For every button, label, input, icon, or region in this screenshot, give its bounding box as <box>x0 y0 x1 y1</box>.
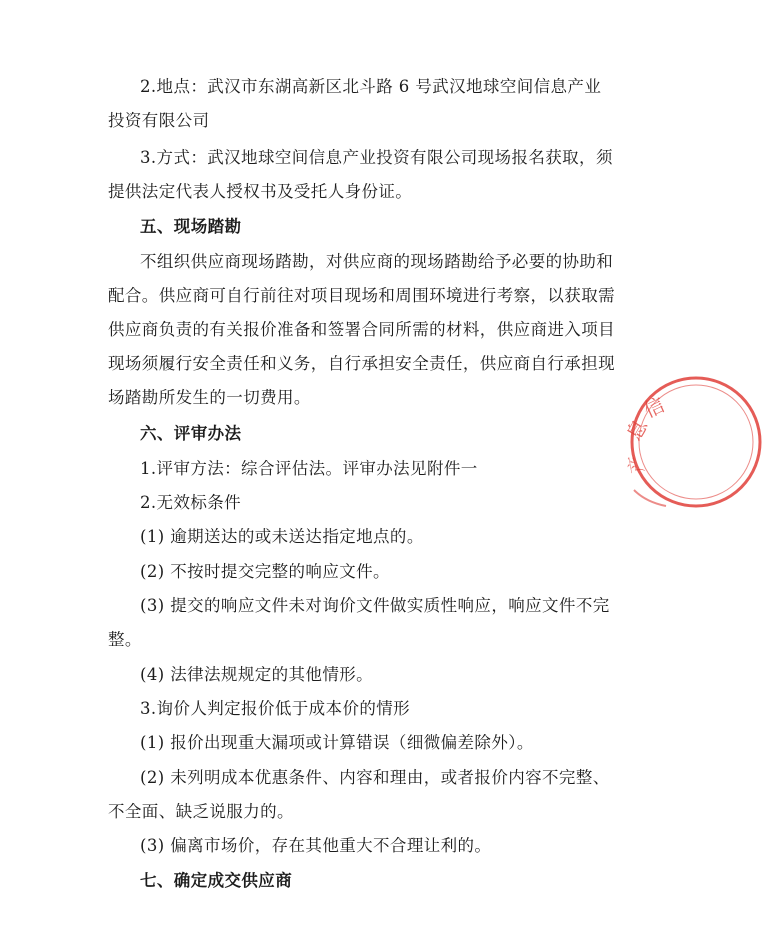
below-cost-condition-2-line2: 不全面、缺乏说服力的。 <box>108 802 294 821</box>
site-visit-para-line1: 不组织供应商现场踏勘，对供应商的现场踏勘给予必要的协助和 <box>140 252 614 271</box>
section-heading-evaluation: 六、评审办法 <box>140 424 242 443</box>
below-cost-condition-1: (1) 报价出现重大漏项或计算错误（细微偏差除外）。 <box>140 733 534 752</box>
below-cost-condition-2-line1: (2) 未列明成本优惠条件、内容和理由，或者报价内容不完整、 <box>140 768 610 787</box>
site-visit-para-line2: 配合。供应商可自行前往对项目现场和周围环境进行考察，以获取需 <box>108 286 615 305</box>
invalid-condition-3-line2: 整。 <box>108 630 142 649</box>
svg-text:息: 息 <box>621 415 653 445</box>
invalid-condition-4: (4) 法律法规规定的其他情形。 <box>140 665 374 684</box>
site-visit-para-line4: 现场须履行安全责任和义务，自行承担安全责任，供应商自行承担现 <box>108 354 615 373</box>
item-location-line2: 投资有限公司 <box>108 111 210 130</box>
item-location-line1: 2.地点：武汉市东湖高新区北斗路 6 号武汉地球空间信息产业 <box>140 77 602 96</box>
company-seal-stamp <box>621 372 766 512</box>
item-method-line1: 3.方式：武汉地球空间信息产业投资有限公司现场报名获取，须 <box>140 148 613 167</box>
site-visit-para-line3: 供应商负责的有关报价准备和签署合同所需的材料，供应商进入项目 <box>108 320 615 339</box>
below-cost-condition-3: (3) 偏离市场价，存在其他重大不合理让利的。 <box>140 836 492 855</box>
below-cost-conditions: 3.询价人判定报价低于成本价的情形 <box>140 699 411 718</box>
svg-text:产: 产 <box>625 453 649 475</box>
invalid-bid-conditions: 2.无效标条件 <box>140 493 242 512</box>
invalid-condition-2: (2) 不按时提交完整的响应文件。 <box>140 562 390 581</box>
item-method-line2: 提供法定代表人授权书及受托人身份证。 <box>108 182 413 201</box>
section-heading-award: 七、确定成交供应商 <box>140 871 293 890</box>
site-visit-para-line5: 场踏勘所发生的一切费用。 <box>108 388 311 407</box>
eval-method: 1.评审方法：综合评估法。评审办法见附件一 <box>140 459 478 478</box>
invalid-condition-3-line1: (3) 提交的响应文件未对询价文件做实质性响应，响应文件不完 <box>140 596 610 615</box>
svg-text:信: 信 <box>639 392 669 423</box>
section-heading-site-visit: 五、现场踏勘 <box>140 217 242 236</box>
invalid-condition-1: (1) 逾期送达的或未送达指定地点的。 <box>140 527 424 546</box>
